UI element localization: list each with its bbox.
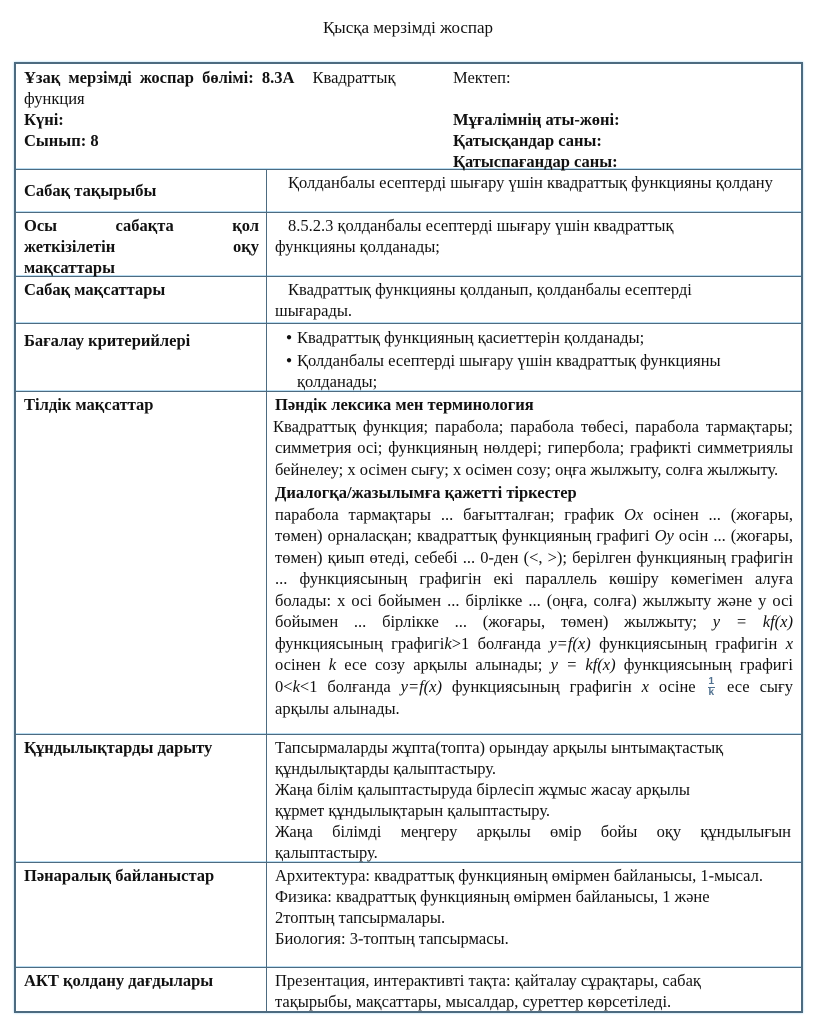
lesson-objectives-value: Квадраттық функцияны қолданып, қолданбалы есептерді шығарады. <box>275 280 692 320</box>
teacher-label: Мұғалімнің аты-жөні: <box>453 110 620 129</box>
long-term-plan-value: Квадраттық <box>312 68 396 87</box>
values-p1: Тапсырмаларды жұпта(топта) орындау арқылы ынтымақтастық құндылықтарды қалыптастыру. <box>275 738 724 778</box>
cross-curricular-p3: Биология: 3-топтың тапсырмасы. <box>275 929 509 948</box>
spacer <box>453 88 793 109</box>
assessment-criteria-label: Бағалау критерийлері <box>16 324 267 391</box>
row-assessment-criteria <box>16 323 801 391</box>
class-label: Сынып: 8 <box>24 131 99 150</box>
language-objectives-label: Тілдік мақсаттар <box>16 392 267 734</box>
label-word: оқу <box>232 237 259 256</box>
cross-curricular-value <box>267 863 801 967</box>
header-block <box>16 64 801 169</box>
row-values <box>16 734 801 862</box>
values-label: Құндылықтарды дарыту <box>16 735 267 862</box>
label-word: мақсаттары <box>24 258 115 277</box>
language-objectives-value <box>267 392 801 734</box>
long-term-plan-label: Ұзақ мерзімді жоспар бөлімі: 8.3А <box>24 68 295 87</box>
topic-label: Сабақ тақырыбы <box>16 170 267 212</box>
lesson-objectives-label: Сабақ мақсаттары <box>16 277 267 323</box>
learning-objectives-label <box>16 213 267 276</box>
fraction-one-over-k: $\frac{1}{k}$ <box>708 676 715 699</box>
cross-curricular-p2: Физика: квадраттық функцияның өмірмен байланысы, 1 және 2топтың тапсырмалары. <box>275 887 710 927</box>
header-left <box>24 67 449 151</box>
row-cross-curricular <box>16 862 801 967</box>
assessment-criteria-value <box>267 324 801 391</box>
row-lesson-objectives <box>16 276 801 323</box>
values-value <box>267 735 801 862</box>
cross-curricular-label: Пәнаралық байланыстар <box>16 863 267 967</box>
row-ict-skills <box>16 967 801 1011</box>
document-title: Қысқа мерзімді жоспар <box>322 18 494 37</box>
criteria-list <box>275 327 761 392</box>
learning-objectives-value: 8.5.2.3 қолданбалы есептерді шығару үшін квадраттық функцияны қолданады; <box>275 216 674 256</box>
header-right <box>453 67 793 172</box>
label-word: қол <box>232 216 259 235</box>
phrases-heading: Диалогқа/жазылымға қажетті тіркестер <box>275 483 577 502</box>
long-term-plan-value-cont: функция <box>24 89 85 108</box>
vocab-heading: Пәндік лексика мен терминология <box>275 395 534 414</box>
topic-value: Қолданбалы есептерді шығару үшін квадраттық функцияны қолдану <box>288 173 773 192</box>
label-word: жеткізілетін <box>24 237 116 256</box>
present-label: Қатысқандар саны: <box>453 131 602 150</box>
school-label: Мектеп: <box>453 68 511 87</box>
row-language-objectives <box>16 391 801 734</box>
lesson-plan-table <box>14 62 803 1013</box>
vocab-text: Квадраттық функция; парабола; парабола төбесі, парабола тармақтары; симметрия осі; функцияның нөлдері; гипербола; графикті симметриялы бейнелеу; х осімен сығу; х осімен созу; оңға жылжыту, солға жылжыту. <box>273 416 793 479</box>
values-p3: Жаңа білімді меңгеру арқылы өмір бойы оқу құндылығын қалыптастыру. <box>275 822 791 862</box>
ict-skills-value: Презентация, интерактивті тақта: қайталау сұрақтары, сабақ тақырыбы, мақсаттары, мысалдар, суреттер көрсетіледі. <box>275 971 701 1011</box>
row-topic <box>16 169 801 212</box>
label-word: Осы <box>24 216 58 235</box>
long-term-plan-line <box>24 67 449 88</box>
date-label: Күні: <box>24 110 64 129</box>
criteria-item: ● Квадраттық функцияның қасиеттерін қолданады; <box>287 327 761 348</box>
label-word: сабақта <box>115 216 174 235</box>
phrases-text: парабола тармақтары ... бағытталған; график Ox осінен ... (жоғары, төмен) орналасқан; квадраттық функцияның графигі Oy осін ... (жоғары, төмен) қиып өтеді, себебі ... 0-ден (<, >); берілген функцияның графигін ... функциясының графигін екі параллель көшіру көмегімен алуға болады: х осі бойымен ... бірлікке ... (оңға, солға) жылжыту және у осі бойымен ... бірлікке ... (жоғары, төмен) жылжыту; y = kf(x) функциясының графигіk>1 болғанда y=f(x) функциясының графигін x осінен k есе созу арқылы алынады; y = kf(x) функциясының графигі 0<k<1 болғанда y=f(x) функциясының графигін x осіне $\frac{1}{k}$ есе сығу арқылы алынады. <box>275 504 794 719</box>
ict-skills-label: АКТ қолдану дағдылары <box>16 968 267 1011</box>
values-p2: Жаңа білім қалыптастыруда бірлесіп жұмыс жасау арқылы құрмет құндылықтарын қалыптастыру. <box>275 780 690 820</box>
absent-label: Қатыспағандар саны: <box>453 152 618 171</box>
cross-curricular-p1: Архитектура: квадраттық функцияның өмірмен байланысы, 1-мысал. <box>275 866 764 885</box>
criteria-item: ● Қолданбалы есептерді шығару үшін квадраттық функцияны қолданады; <box>287 350 761 392</box>
header-row <box>16 64 801 169</box>
row-learning-objectives <box>16 212 801 276</box>
